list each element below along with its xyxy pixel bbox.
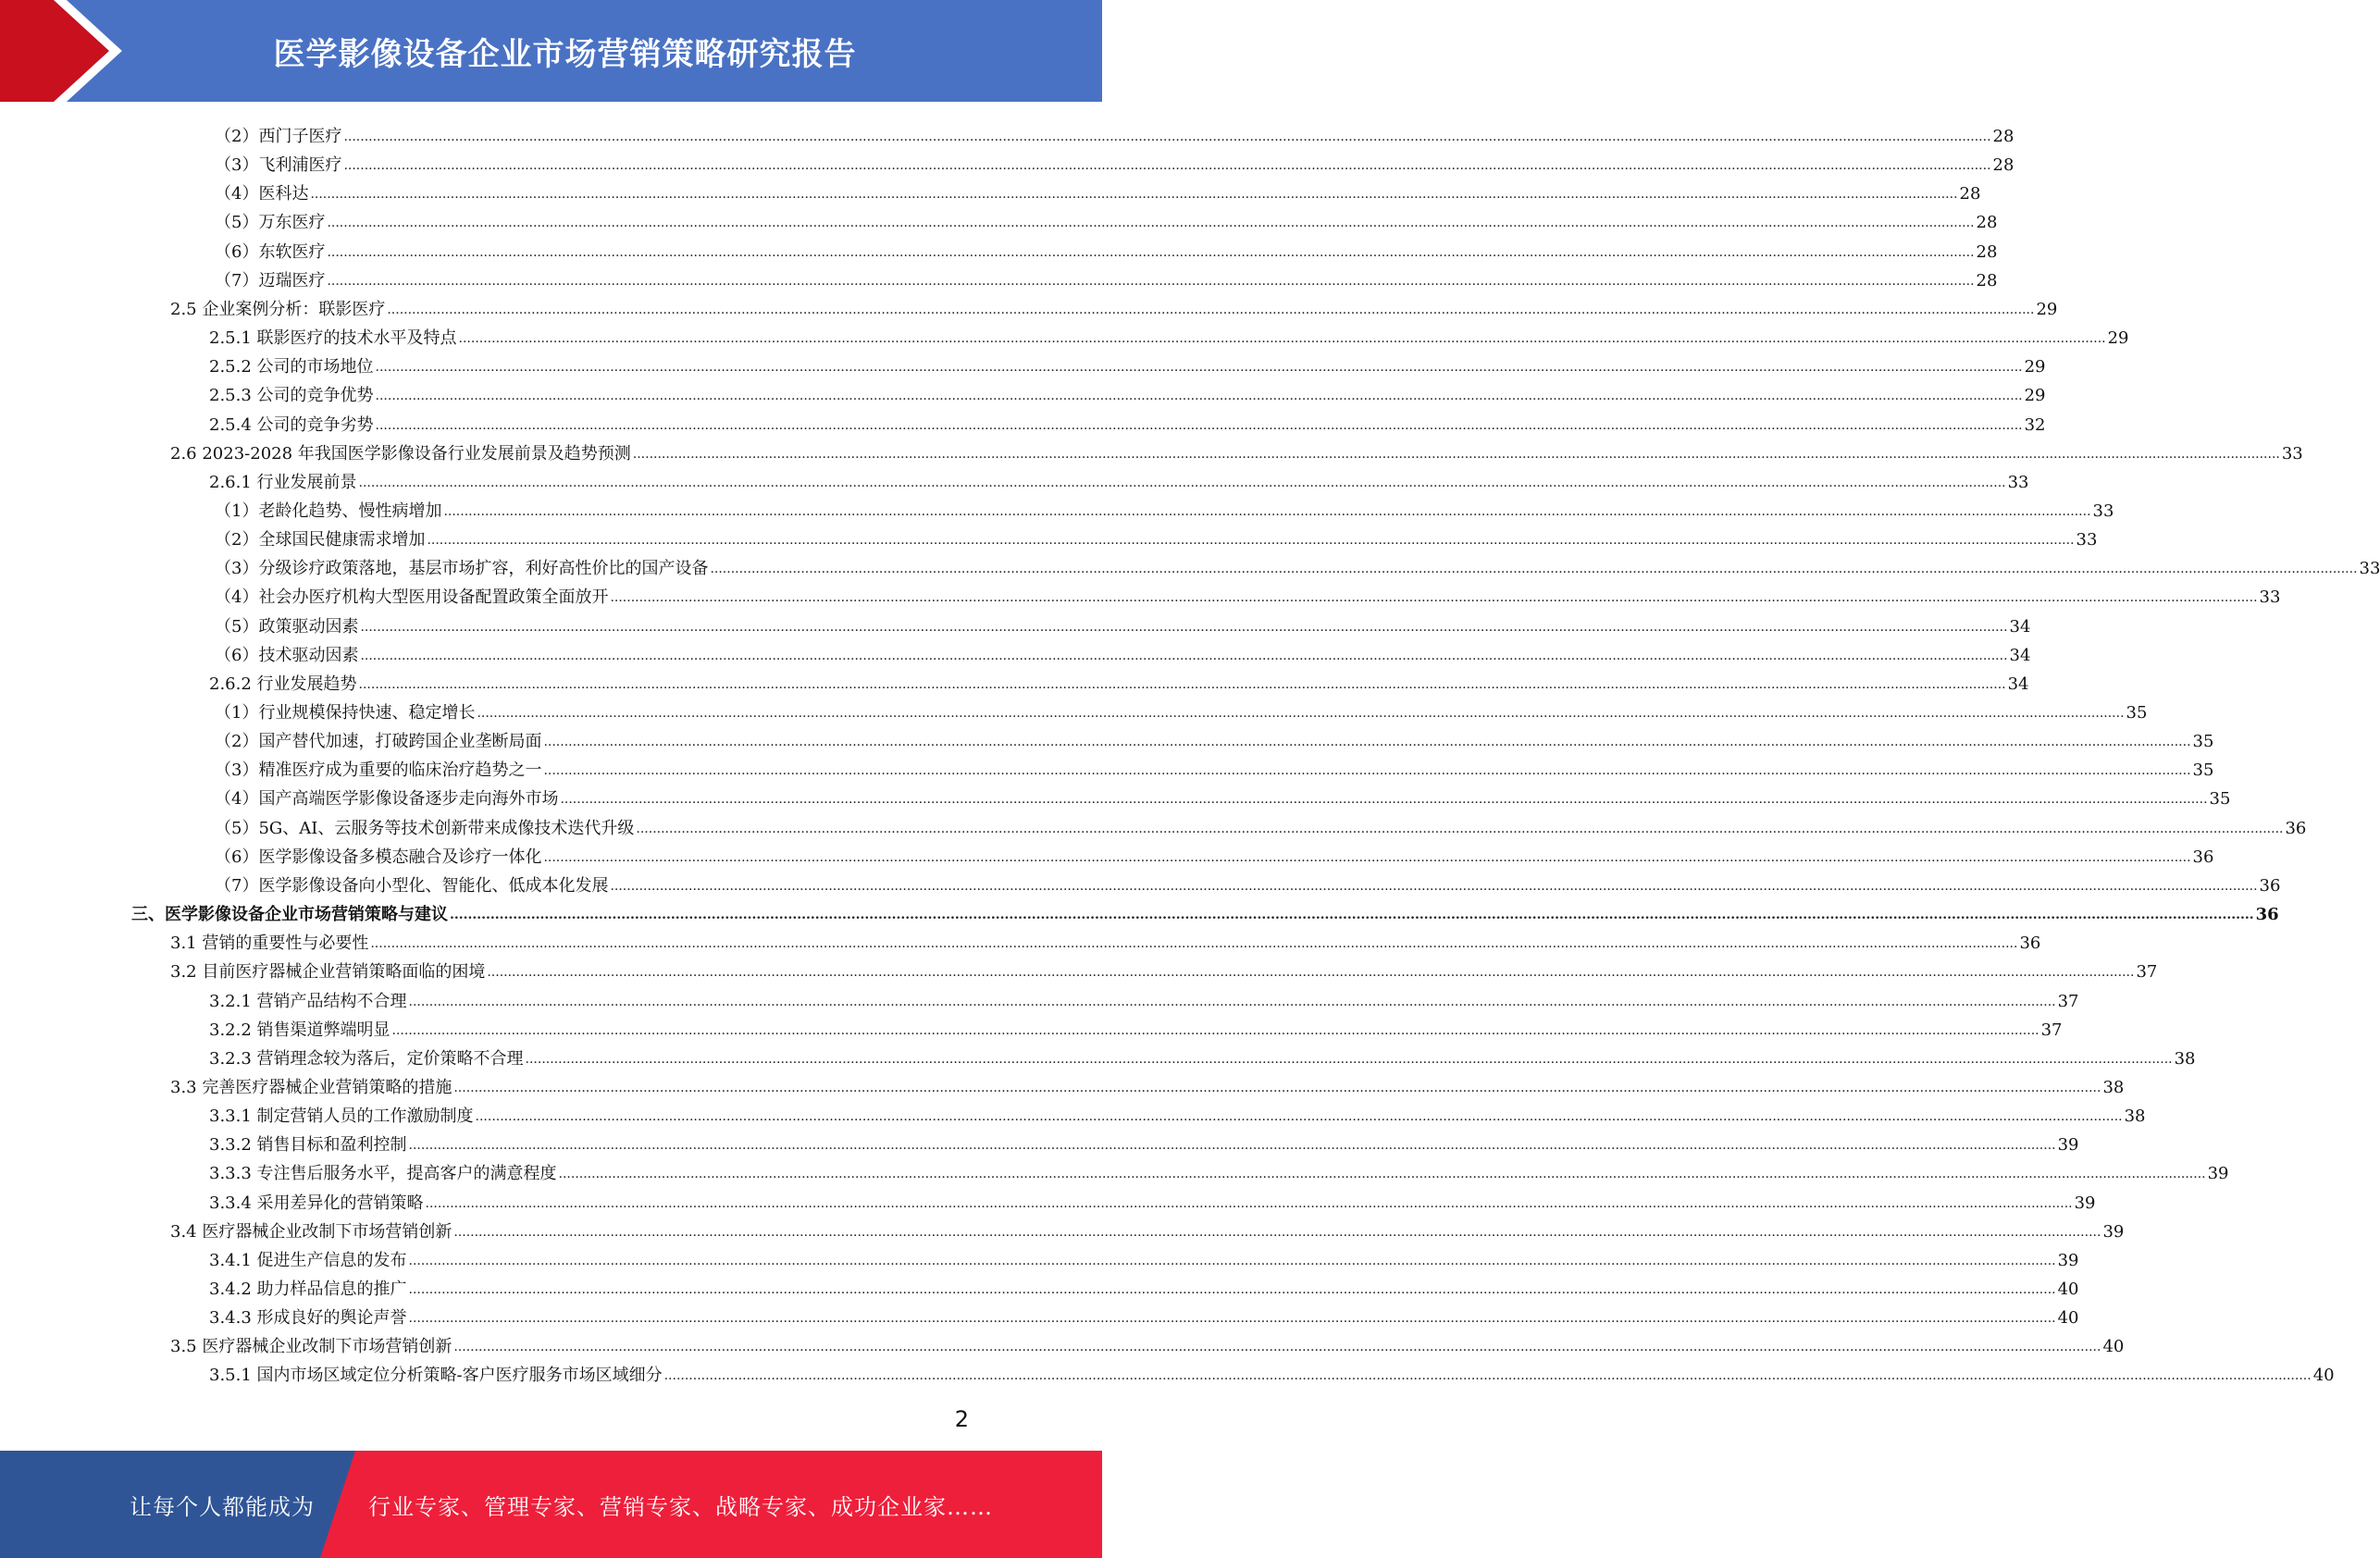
toc-entry[interactable] bbox=[209, 1357, 2335, 1386]
toc-entry-page: 33 bbox=[2259, 587, 2281, 608]
toc-entry-page: 33 bbox=[2007, 472, 2029, 492]
toc-entry-label: （3）精准医疗成为重要的临床治疗趋势之一 bbox=[215, 760, 542, 781]
toc-entry-label: 3.4 医疗器械企业改制下市场营销创新 bbox=[170, 1221, 452, 1242]
toc-entry-label: （1）老龄化趋势、慢性病增加 bbox=[215, 501, 442, 521]
toc-dot-leader: ................................................................................................................................................................................................................................................................................................................................................................................................................ bbox=[327, 216, 1975, 231]
toc-entry[interactable] bbox=[170, 925, 2041, 954]
toc-dot-leader: ................................................................................................................................................................................................................................................................................................................................................................................................................ bbox=[543, 763, 2191, 779]
toc-entry[interactable] bbox=[215, 695, 2148, 723]
toc-entry-page: 28 bbox=[1976, 241, 1998, 262]
toc-entry-page: 39 bbox=[2057, 1135, 2079, 1156]
toc-dot-leader: ................................................................................................................................................................................................................................................................................................................................................................................................................ bbox=[453, 1080, 2101, 1095]
toc-entry-page: 28 bbox=[1959, 184, 1981, 204]
toc-entry-page: 38 bbox=[2174, 1048, 2196, 1069]
toc-entry[interactable] bbox=[209, 349, 2046, 377]
toc-dot-leader: ................................................................................................................................................................................................................................................................................................................................................................................................................ bbox=[610, 590, 2258, 606]
toc-dot-leader: ................................................................................................................................................................................................................................................................................................................................................................................................................ bbox=[427, 533, 2075, 549]
toc-dot-leader: ................................................................................................................................................................................................................................................................................................................................................................................................................ bbox=[375, 360, 2023, 376]
toc-entry[interactable] bbox=[215, 234, 1998, 263]
toc-entry-page: 35 bbox=[2126, 703, 2148, 723]
toc-entry[interactable] bbox=[215, 609, 2031, 637]
toc-entry[interactable] bbox=[215, 810, 2307, 839]
toc-dot-leader: ................................................................................................................................................................................................................................................................................................................................................................................................................ bbox=[358, 676, 2006, 692]
toc-dot-leader: ................................................................................................................................................................................................................................................................................................................................................................................................................ bbox=[391, 1022, 2039, 1038]
toc-dot-leader: ................................................................................................................................................................................................................................................................................................................................................................................................................ bbox=[453, 1224, 2101, 1240]
toc-entry-label: （4）社会办医疗机构大型医用设备配置政策全面放开 bbox=[215, 587, 609, 608]
toc-dot-leader: ................................................................................................................................................................................................................................................................................................................................................................................................................ bbox=[487, 965, 2135, 981]
toc-entry[interactable] bbox=[215, 263, 1998, 291]
toc-entry[interactable] bbox=[215, 781, 2231, 810]
toc-entry[interactable] bbox=[170, 954, 2158, 983]
toc-entry-label: 2.6.1 行业发展前景 bbox=[209, 472, 357, 492]
toc-entry[interactable] bbox=[215, 550, 2380, 579]
toc-entry-page: 40 bbox=[2057, 1280, 2079, 1299]
toc-entry-label: 2.5.2 公司的市场地位 bbox=[209, 357, 374, 377]
toc-entry[interactable] bbox=[209, 1098, 2146, 1127]
toc-entry-label: （4）医科达 bbox=[215, 184, 309, 204]
toc-dot-leader: ................................................................................................................................................................................................................................................................................................................................................................................................................ bbox=[710, 562, 2358, 577]
toc-entry-page: 34 bbox=[2009, 616, 2031, 637]
toc-dot-leader: ................................................................................................................................................................................................................................................................................................................................................................................................................ bbox=[443, 503, 2091, 519]
toc-entry-label: （6）技术驱动因素 bbox=[215, 645, 359, 665]
toc-entry-label: （1）行业规模保持快速、稳定增长 bbox=[215, 703, 476, 723]
toc-dot-leader: ................................................................................................................................................................................................................................................................................................................................................................................................................ bbox=[408, 1282, 2056, 1297]
toc-entry-label: 2.6 2023-2028 年我国医学影像设备行业发展前景及趋势预测 bbox=[170, 443, 631, 464]
toc-entry[interactable] bbox=[209, 1185, 2096, 1214]
toc-entry-label: （6）东软医疗 bbox=[215, 241, 326, 262]
toc-entry[interactable] bbox=[215, 147, 2014, 176]
toc-entry[interactable] bbox=[131, 896, 2279, 925]
toc-entry[interactable] bbox=[215, 522, 2098, 550]
toc-entry-page: 36 bbox=[2192, 847, 2214, 867]
toc-entry-page: 35 bbox=[2209, 789, 2231, 810]
toc-entry-page: 33 bbox=[2359, 559, 2380, 579]
toc-entry[interactable] bbox=[170, 291, 2058, 320]
toc-entry-page: 38 bbox=[2124, 1107, 2146, 1127]
toc-entry-page: 38 bbox=[2102, 1077, 2125, 1097]
toc-entry-label: 2.6.2 行业发展趋势 bbox=[209, 674, 357, 694]
toc-entry-label: 三、医学影像设备企业市场营销策略与建议 bbox=[131, 905, 448, 925]
toc-entry[interactable] bbox=[209, 1012, 2063, 1041]
toc-entry-label: （2）全球国民健康需求增加 bbox=[215, 530, 426, 550]
toc-dot-leader: ................................................................................................................................................................................................................................................................................................................................................................................................................ bbox=[663, 1368, 2312, 1384]
toc-entry-label: 3.3.4 采用差异化的营销策略 bbox=[209, 1193, 424, 1213]
toc-dot-leader: ................................................................................................................................................................................................................................................................................................................................................................................................................ bbox=[375, 417, 2023, 433]
toc-dot-leader: ................................................................................................................................................................................................................................................................................................................................................................................................................ bbox=[358, 475, 2006, 490]
toc-dot-leader: ................................................................................................................................................................................................................................................................................................................................................................................................................ bbox=[477, 706, 2125, 721]
toc-entry-label: （2）国产替代加速，打破跨国企业垄断局面 bbox=[215, 732, 542, 752]
toc-dot-leader: ................................................................................................................................................................................................................................................................................................................................................................................................................ bbox=[425, 1195, 2073, 1211]
toc-entry[interactable] bbox=[170, 436, 2303, 464]
toc-entry-label: 2.5 企业案例分析：联影医疗 bbox=[170, 299, 386, 319]
toc-entry-page: 40 bbox=[2312, 1366, 2335, 1386]
toc-dot-leader: ................................................................................................................................................................................................................................................................................................................................................................................................................ bbox=[632, 446, 2280, 462]
toc-entry-page: 29 bbox=[2107, 328, 2129, 349]
toc-entry-label: 3.3.2 销售目标和盈利控制 bbox=[209, 1135, 407, 1156]
toc-dot-leader: ................................................................................................................................................................................................................................................................................................................................................................................................................ bbox=[560, 792, 2208, 808]
toc-entry[interactable] bbox=[215, 752, 2214, 781]
toc-entry-page: 33 bbox=[2076, 530, 2098, 550]
toc-entry[interactable] bbox=[209, 666, 2029, 695]
toc-entry-page: 36 bbox=[2019, 934, 2041, 954]
toc-entry-label: 3.5 医疗器械企业改制下市场营销创新 bbox=[170, 1337, 452, 1357]
toc-entry-page: 40 bbox=[2102, 1337, 2125, 1357]
toc-entry[interactable] bbox=[209, 377, 2046, 406]
toc-entry[interactable] bbox=[215, 723, 2214, 752]
toc-dot-leader: ................................................................................................................................................................................................................................................................................................................................................................................................................ bbox=[408, 1311, 2056, 1327]
toc-entry-label: 3.2.3 营销理念较为落后，定价策略不合理 bbox=[209, 1048, 524, 1069]
toc-dot-leader: ................................................................................................................................................................................................................................................................................................................................................................................................................ bbox=[360, 648, 2008, 663]
toc-entry-page: 37 bbox=[2040, 1020, 2063, 1040]
toc-entry-page: 33 bbox=[2092, 501, 2114, 521]
toc-entry-page: 39 bbox=[2207, 1164, 2229, 1184]
toc-entry-page: 36 bbox=[2255, 905, 2279, 925]
toc-entry-label: 3.3 完善医疗器械企业营销策略的措施 bbox=[170, 1077, 452, 1097]
toc-entry[interactable] bbox=[209, 1156, 2229, 1184]
toc-dot-leader: ................................................................................................................................................................................................................................................................................................................................................................................................................ bbox=[360, 619, 2008, 635]
toc-dot-leader: ................................................................................................................................................................................................................................................................................................................................................................................................................ bbox=[610, 878, 2258, 894]
toc-entry-page: 39 bbox=[2057, 1250, 2079, 1270]
toc-entry[interactable] bbox=[209, 320, 2129, 349]
header-arrow-decoration bbox=[0, 0, 139, 102]
toc-entry-page: 29 bbox=[2036, 299, 2058, 319]
toc-dot-leader: ................................................................................................................................................................................................................................................................................................................................................................................................................ bbox=[387, 302, 2035, 317]
toc-entry-label: 3.4.1 促进生产信息的发布 bbox=[209, 1250, 407, 1270]
toc-entry-label: 2.5.3 公司的竞争优势 bbox=[209, 386, 374, 406]
toc-dot-leader: ................................................................................................................................................................................................................................................................................................................................................................................................................ bbox=[458, 331, 2106, 347]
toc-dot-leader: ................................................................................................................................................................................................................................................................................................................................................................................................................ bbox=[327, 273, 1975, 289]
toc-dot-leader: ................................................................................................................................................................................................................................................................................................................................................................................................................ bbox=[475, 1109, 2123, 1125]
toc-dot-leader: ................................................................................................................................................................................................................................................................................................................................................................................................................ bbox=[375, 389, 2023, 404]
toc-entry-label: 3.3.1 制定营销人员的工作激励制度 bbox=[209, 1107, 474, 1127]
footer-slogan-right: 行业专家、管理专家、营销专家、战略专家、成功企业家…… bbox=[368, 1493, 993, 1520]
toc-entry-label: 3.2.2 销售渠道弊端明显 bbox=[209, 1020, 390, 1040]
toc-dot-leader: ................................................................................................................................................................................................................................................................................................................................................................................................................ bbox=[408, 1138, 2056, 1154]
toc-entry-page: 39 bbox=[2074, 1193, 2096, 1213]
toc-entry[interactable] bbox=[209, 983, 2079, 1012]
toc-entry-page: 28 bbox=[1992, 127, 2014, 146]
toc-entry[interactable] bbox=[209, 464, 2029, 493]
toc-dot-leader: ................................................................................................................................................................................................................................................................................................................................................................................................................ bbox=[525, 1051, 2173, 1067]
toc-entry[interactable] bbox=[215, 637, 2031, 666]
toc-entry[interactable] bbox=[209, 1127, 2079, 1156]
toc-entry-page: 36 bbox=[2259, 875, 2281, 896]
toc-entry[interactable] bbox=[215, 579, 2281, 608]
toc-dot-leader: ................................................................................................................................................................................................................................................................................................................................................................................................................ bbox=[327, 244, 1975, 260]
toc-entry-page: 29 bbox=[2024, 357, 2046, 377]
toc-entry[interactable] bbox=[215, 839, 2214, 868]
toc-entry-label: （7）医学影像设备向小型化、智能化、低成本化发展 bbox=[215, 875, 609, 896]
toc-entry-page: 28 bbox=[1976, 270, 1998, 291]
toc-entry-page: 32 bbox=[2024, 414, 2046, 435]
toc-entry-page: 39 bbox=[2102, 1221, 2125, 1242]
toc-entry-page: 28 bbox=[1976, 213, 1998, 233]
toc-dot-leader: ................................................................................................................................................................................................................................................................................................................................................................................................................ bbox=[543, 849, 2191, 865]
toc-entry-label: （2）西门子医疗 bbox=[215, 127, 342, 146]
toc-entry-label: 3.1 营销的重要性与必要性 bbox=[170, 934, 369, 954]
toc-entry-page: 35 bbox=[2192, 732, 2214, 752]
toc-entry[interactable] bbox=[209, 1243, 2079, 1271]
toc-entry-page: 34 bbox=[2007, 674, 2029, 694]
toc-dot-leader: ................................................................................................................................................................................................................................................................................................................................................................................................................ bbox=[310, 187, 1958, 203]
toc-dot-leader: ................................................................................................................................................................................................................................................................................................................................................................................................................ bbox=[370, 936, 2018, 952]
toc-entry-label: 2.5.4 公司的竞争劣势 bbox=[209, 414, 374, 435]
toc-entry-label: 3.4.2 助力样品信息的推广 bbox=[209, 1280, 407, 1299]
toc-dot-leader: ................................................................................................................................................................................................................................................................................................................................................................................................................ bbox=[636, 821, 2284, 836]
toc-entry-page: 34 bbox=[2009, 645, 2031, 665]
toc-entry-label: 3.2 目前医疗器械企业营销策略面临的困境 bbox=[170, 962, 486, 983]
toc-entry-label: 3.5.1 国内市场区域定位分析策略-客户医疗服务市场区域细分 bbox=[209, 1366, 663, 1386]
toc-entry-page: 29 bbox=[2024, 386, 2046, 406]
toc-dot-leader: ................................................................................................................................................................................................................................................................................................................................................................................................................ bbox=[543, 735, 2191, 750]
page-number: 2 bbox=[954, 1406, 969, 1432]
toc-entry-label: （7）迈瑞医疗 bbox=[215, 270, 326, 291]
toc-entry[interactable] bbox=[170, 1214, 2125, 1243]
toc-entry-label: 3.4.3 形成良好的舆论声誉 bbox=[209, 1308, 407, 1329]
toc-entry-page: 28 bbox=[1992, 155, 2014, 176]
toc-entry-label: （5）政策驱动因素 bbox=[215, 616, 359, 637]
toc-dot-leader: ................................................................................................................................................................................................................................................................................................................................................................................................................ bbox=[343, 158, 1991, 174]
toc-entry-label: （3）飞利浦医疗 bbox=[215, 155, 342, 176]
page-footer bbox=[0, 1451, 1102, 1558]
toc-dot-leader: ................................................................................................................................................................................................................................................................................................................................................................................................................ bbox=[343, 130, 1991, 144]
toc-entry-page: 40 bbox=[2057, 1308, 2079, 1329]
toc-entry-label: （5）5G、AI、云服务等技术创新带来成像技术迭代升级 bbox=[215, 818, 635, 838]
toc-dot-leader: ................................................................................................................................................................................................................................................................................................................................................................................................................ bbox=[558, 1167, 2206, 1182]
toc-entry[interactable] bbox=[215, 176, 1981, 204]
toc-dot-leader: ................................................................................................................................................................................................................................................................................................................................................................................................................ bbox=[408, 1253, 2056, 1268]
toc-entry[interactable] bbox=[215, 868, 2281, 896]
toc-entry[interactable] bbox=[170, 1329, 2125, 1357]
toc-entry-label: （3）分级诊疗政策落地，基层市场扩容，利好高性价比的国产设备 bbox=[215, 559, 709, 579]
toc-entry-page: 37 bbox=[2057, 991, 2079, 1011]
toc-entry-label: 3.2.1 营销产品结构不合理 bbox=[209, 991, 407, 1011]
toc-entry-label: （6）医学影像设备多模态融合及诊疗一体化 bbox=[215, 847, 542, 867]
report-title: 医学影像设备企业市场营销策略研究报告 bbox=[273, 35, 857, 73]
toc-dot-leader: ................................................................................................................................................................................................................................................................................................................................................................................................................ bbox=[408, 994, 2056, 1009]
toc-entry-page: 36 bbox=[2285, 818, 2307, 838]
toc-entry-label: （4）国产高端医学影像设备逐步走向海外市场 bbox=[215, 789, 559, 810]
toc-entry-page: 37 bbox=[2136, 962, 2158, 983]
toc-entry[interactable] bbox=[209, 407, 2046, 436]
toc-entry[interactable] bbox=[170, 1070, 2125, 1098]
toc-dot-leader: ................................................................................................................................................................................................................................................................................................................................................................................................................ bbox=[450, 908, 2254, 923]
toc-entry[interactable] bbox=[215, 493, 2114, 522]
toc-entry[interactable] bbox=[209, 1041, 2196, 1070]
footer-slogan-left: 让每个人都能成为 bbox=[130, 1493, 315, 1520]
toc-entry-label: 3.3.3 专注售后服务水平，提高客户的满意程度 bbox=[209, 1164, 557, 1184]
toc-entry[interactable] bbox=[209, 1271, 2079, 1300]
toc-entry-page: 33 bbox=[2281, 443, 2303, 464]
page-header bbox=[0, 0, 1102, 102]
toc-entry[interactable] bbox=[209, 1300, 2079, 1329]
toc-dot-leader: ................................................................................................................................................................................................................................................................................................................................................................................................................ bbox=[453, 1340, 2101, 1355]
toc-entry-page: 35 bbox=[2192, 760, 2214, 781]
toc-entry[interactable] bbox=[215, 204, 1998, 233]
toc-entry[interactable] bbox=[215, 118, 2014, 147]
toc-entry-label: （5）万东医疗 bbox=[215, 213, 326, 233]
toc-entry-label: 2.5.1 联影医疗的技术水平及特点 bbox=[209, 328, 457, 349]
